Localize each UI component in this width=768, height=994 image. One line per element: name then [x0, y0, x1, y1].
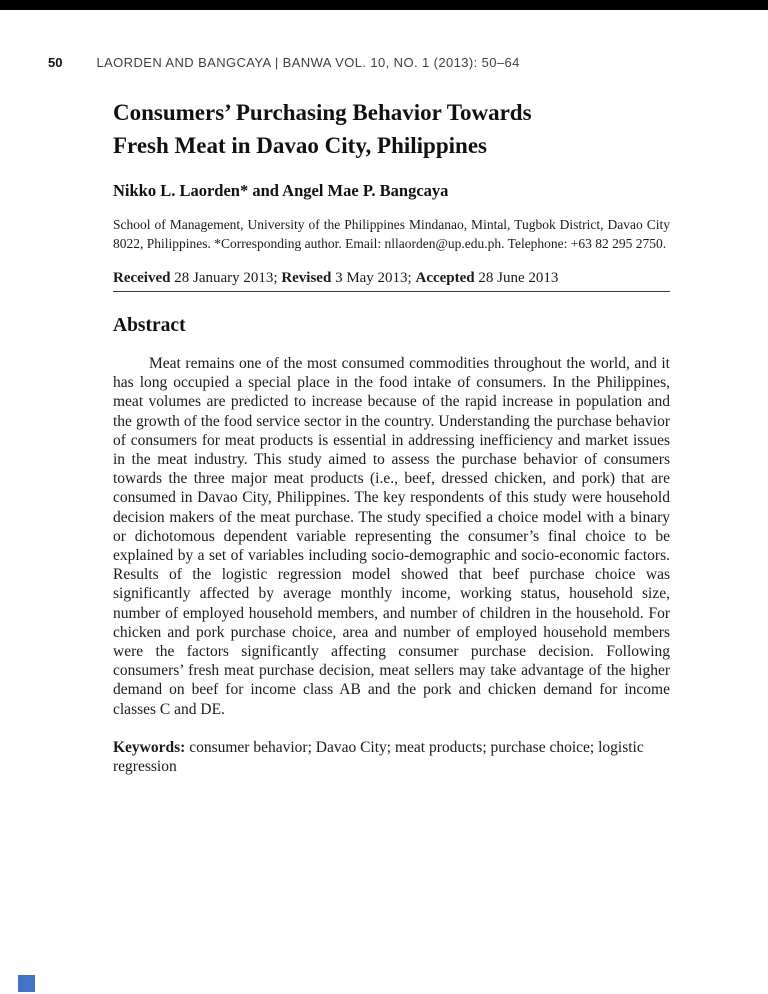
- article-body: [113, 96, 670, 776]
- article-title-line1: Consumers’ Purchasing Behavior Towards: [113, 100, 532, 125]
- abstract-text: Meat remains one of the most consumed commodities throughout the world, and it has long occupied a special place in the food intake of consumers. In the Philippines, meat volumes are predicted to increase because of the rapid increase in population and the growth of the food service sector in the country. Understanding the purchase behavior of consumers for meat products is essential in addressing inefficiency and market issues in the meat industry. This study aimed to assess the purchase behavior of consumers towards the three major meat products (i.e., beef, dressed chicken, and pork) that are consumed in Davao City, Philippines. The key respondents of this study were household decision makers of the meat purchase. The study specified a choice model with a binary or dichotomous dependent variable representing the consumer’s final choice to be explained by a set of variables including socio-demographic and socio-economic factors. Results of the logistic regression model showed that beef purchase choice was significantly affected by average monthly income, working status, household size, number of employed household members, and number of children in the household. For chicken and pork purchase choice, area and number of employed household members were the factors significantly affecting consumer purchase decision. Following consumers’ fresh meat purchase decision, meat sellers may take advantage of the higher demand on beef for income class AB and the pork and chicken demand for income classes C and DE.: [113, 355, 670, 718]
- keywords-text: consumer behavior; Davao City; meat products; purchase choice; logistic regression: [113, 738, 644, 775]
- article-dates: [113, 269, 670, 292]
- running-head-text: LAORDEN AND BANGCAYA | BANWA VOL. 10, NO. 1 (2013): 50–64: [96, 55, 520, 70]
- corner-marker: [18, 975, 35, 992]
- running-head: [48, 55, 768, 70]
- keywords-label: Keywords:: [113, 738, 186, 756]
- article-title: [113, 96, 670, 162]
- keywords-line: [113, 738, 670, 776]
- revised-date: 3 May 2013;: [331, 270, 416, 286]
- page-gap-bar: [0, 0, 768, 10]
- page-number: 50: [48, 55, 63, 70]
- accepted-date: 28 June 2013: [474, 270, 559, 286]
- article-title-line2: Fresh Meat in Davao City, Philippines: [113, 133, 487, 158]
- revised-label: Revised: [281, 270, 332, 286]
- affiliation-text: School of Management, University of the Philippines Mindanao, Mintal, Tugbok District, Davao City 8022, Philippines. *Corresponding author. Email: nllaorden@up.edu.ph. Telephone: +63 82 295 2750.: [113, 217, 670, 251]
- received-date: 28 January 2013;: [170, 270, 282, 286]
- authors-line: Nikko L. Laorden* and Angel Mae P. Bangcaya: [113, 181, 449, 200]
- accepted-label: Accepted: [415, 270, 475, 286]
- abstract-heading: Abstract: [113, 315, 186, 336]
- received-label: Received: [113, 270, 171, 286]
